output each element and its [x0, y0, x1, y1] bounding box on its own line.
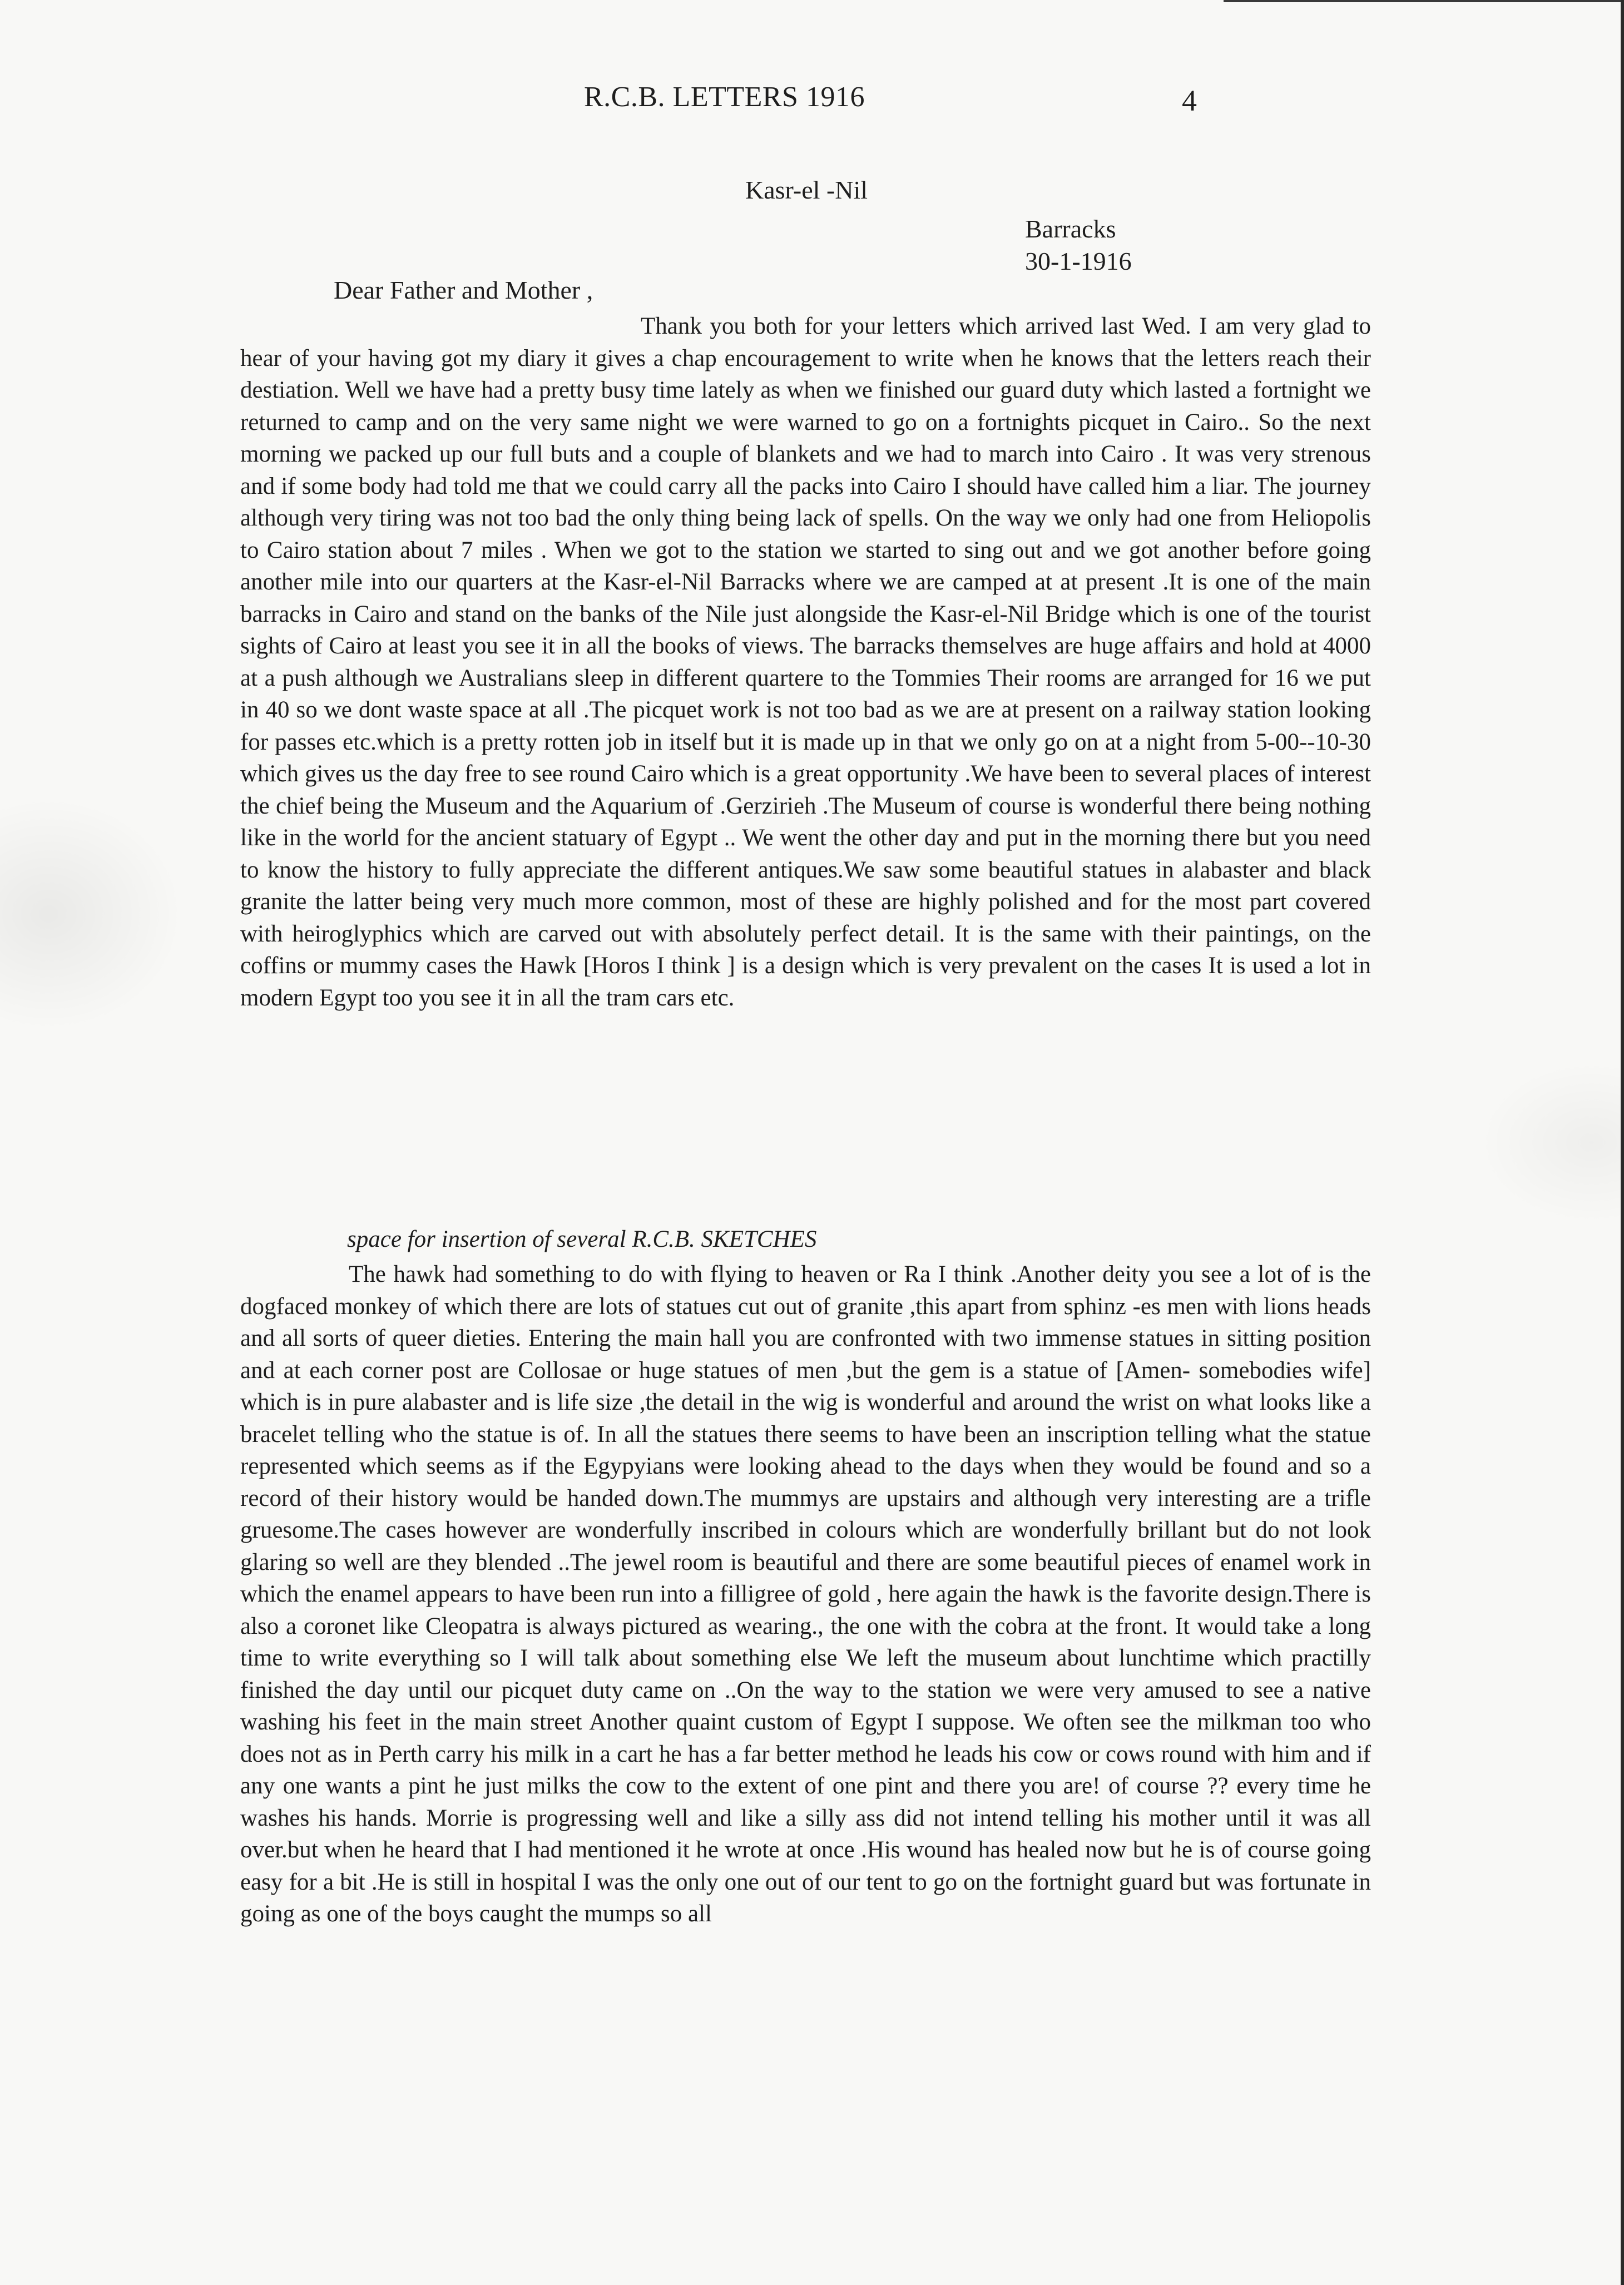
letter-paragraph-2: The hawk had something to do with flying to heaven or Ra I think .Another deity you see a lot of is the dogfaced monkey of which there are lots of statues cut out of granite ,this apart from sphinz -es men with lions heads and all sorts of queer dieties. Entering the main hall you are confronted with two immense statues in sitting position and at each corner post are Collosae or huge statues of men ,but the gem is a statue of [Amen- somebodies wife] which is in pure alabaster and is life size ,the detail in the wig is wonderful and around the wrist on what looks like a bracelet telling who the statue is of. In all the statues there seems to have been an inscription telling what the statue represented which seems as if the Egypyians were looking ahead to the days when they would be found and so a record of their history would be handed down.The mummys are upstairs and although very interesting are a trifle gruesome.The cases however are wonderfully inscribed in colours which are wonderfully brillant but do not look glaring so well are they blended ..The jewel room is beautiful and there are some beautiful pieces of enamel work in which the enamel appears to have been run into a filligree of gold , here again the hawk is the favorite design.There is also a coronet like Cleopatra is always pictured as wearing., the one with the cobra at the front. It would take a long time to write everything so I will talk about something else We left the museum about lunchtime which practilly finished the day until our picquet duty came on ..On the way to the station we were very amused to see a native washing his feet in the main street Another quaint custom of Egypt I suppose. We often see the milkman too who does not as in Perth carry his milk in a cart he has a far better method he leads his cow or cows round with him and if any one wants a pint he just milks the cow to the extent of one pint and there you are! of course ?? every time he washes his hands. Morrie is progressing well and like a silly ass did not intend telling his mother until it was all over.but when he heard that I had mentioned it he wrote at once .His wound has healed now but he is of course going easy for a bit .He is still in hospital I was the only one out of our tent to go on the fortnight guard but was fortunate in going as one of the boys caught the mumps so all [240, 1261, 1371, 1927]
scan-edge-right [1621, 0, 1624, 2285]
sketch-insertion-note: space for insertion of several R.C.B. SKETCHES [347, 1226, 817, 1252]
letter-location-line2: Barracks [1025, 215, 1116, 243]
letter-location-line1: Kasr-el -Nil [745, 176, 868, 204]
page-header-title: R.C.B. LETTERS 1916 [584, 81, 865, 113]
letter-paragraph-1: Thank you both for your letters which arrived last Wed. I am very glad to hear of your having got my diary it gives a chap encouragement to write when he knows that the letters reach their destiation. Well we have had a pretty busy time lately as when we finished our guard duty which lasted a fortnight we returned to camp and on the very same night we were warned to go on a fortnights picquet in Cairo.. So the next morning we packed up our full buts and a couple of blankets and we had to march into Cairo . It was very strenous and if some body had told me that we could carry all the packs into Cairo I should have called him a liar. The journey although very tiring was not too bad the only thing being lack of spells. On the way we only had one from Heliopolis to Cairo station about 7 miles . When we got to the station we started to sing out and we got another before going another mile into our quarters at the Kasr-el-Nil Barracks where we are camped at at present .It is one of the main barracks in Cairo and stand on the banks of the Nile just alongside the Kasr-el-Nil Bridge which is one of the tourist sights of Cairo at least you see it in all the books of views. The barracks themselves are huge affairs and hold at 4000 at a push although we Australians sleep in different quartere to the Tommies Their rooms are arranged for 16 we put in 40 so we dont waste space at all .The picquet work is not too bad as we are at present on a railway station looking for passes etc.which is a pretty rotten job in itself but it is made up in that we only go on at a night from 5-00--10-30 which gives us the day free to see round Cairo which is a great opportunity .We have been to several places of interest the chief being the Museum and the Aquarium of .Gerzirieh .The Museum of course is wonderful there being nothing like in the world for the ancient statuary of Egypt .. We went the other day and put in the morning there but you need to know the history to fully appreciate the different antiques.We saw some beautiful statues in alabaster and black granite the latter being very much more common, most of these are highly polished and for the most part covered with heiroglyphics which are carved out with absolutely perfect detail. It is the same with their paintings, on the coffins or mummy cases the Hawk [Horos I think ] is a design which is very prevalent on the cases It is used a lot in modern Egypt too you see it in all the tram cars etc. [240, 313, 1371, 1011]
page-number: 4 [1182, 84, 1197, 117]
letter-date: 30-1-1916 [1025, 247, 1132, 275]
letter-salutation: Dear Father and Mother , [334, 276, 593, 304]
scan-edge-top [1224, 0, 1624, 2]
